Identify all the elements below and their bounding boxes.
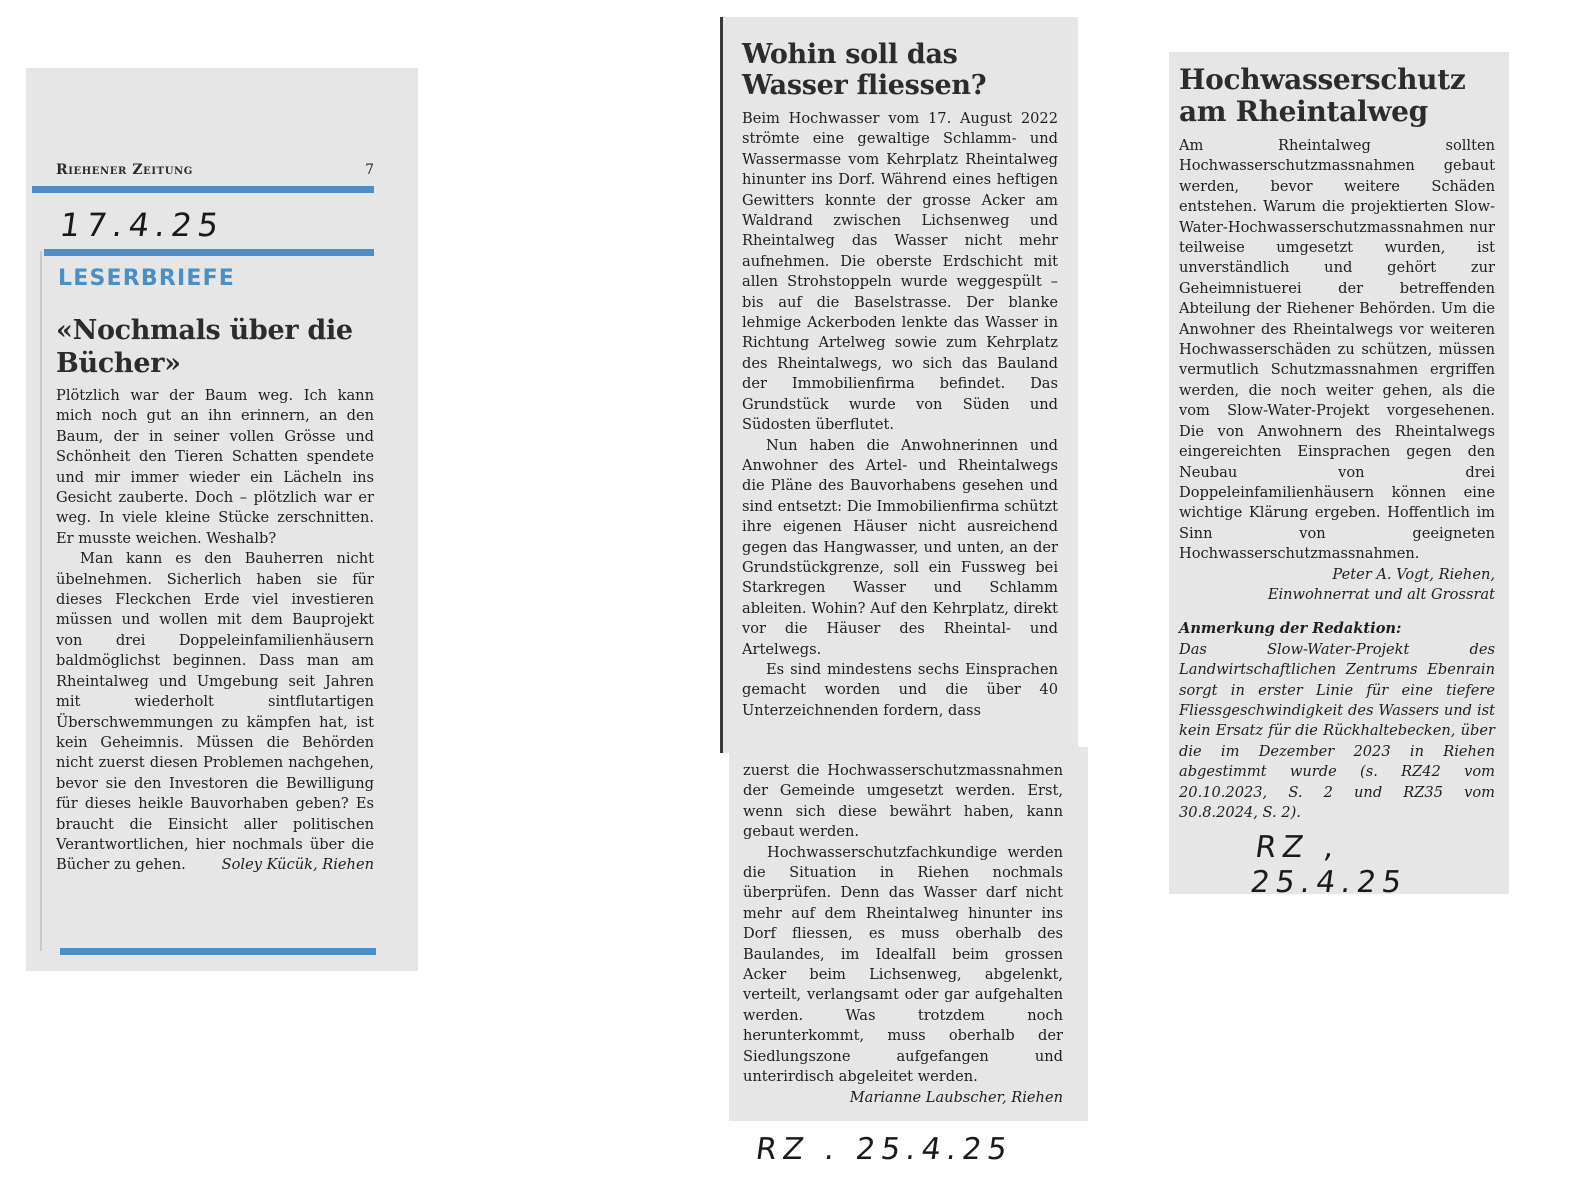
- signature-title: Einwohnerrat und alt Grossrat: [1267, 585, 1495, 603]
- page-number: 7: [365, 162, 374, 178]
- clipping-hochwasserschutz-am-rheintalweg: [1169, 52, 1509, 900]
- handwritten-date: 17.4.25: [57, 206, 227, 244]
- article-body: [742, 109, 1058, 721]
- column-rule: [720, 17, 723, 753]
- handwritten-date: RZ , 25.4.25: [1248, 830, 1410, 900]
- article-body: [56, 386, 374, 876]
- paragraph: Hochwasserschutzfachkundige werden die Situation in Riehen nochmals überprüfen. Denn das Wasser darf nicht mehr auf dem Rheintalweg hinunter ins Dorf fliessen, es muss oberhalb des Baulandes, im Idealfall beim grossen Acker beim Lichsenweg, abgelenkt, verteilt, verlangsamt oder gar aufgehalten werden. Was trotzdem noch herunterkommt, muss oberhalb der Siedlungszone aufgefangen und unterirdisch abgeleitet werden.: [743, 843, 1063, 1086]
- clipping-nochmals-ueber-die-buecher: [26, 68, 418, 971]
- column-rule: [40, 251, 42, 951]
- rubric-label: LESERBRIEFE: [58, 266, 236, 291]
- paragraph: Plötzlich war der Baum weg. Ich kann mich noch gut an ihn erinnern, an den Baum, der in seiner vollen Grösse und Schönheit den Tieren Schatten spendete und mir immer wieder ein Lächeln ins Gesicht zauberte. Doch – plötzlich war er weg. In viele kleine Stücke zerschnitten. Er musste weichen. Weshalb?: [56, 387, 374, 547]
- paragraph: Es sind mindestens sechs Einsprachen gemacht worden und die über 40 Unterzeichnenden fordern, dass: [742, 660, 1058, 719]
- masthead-rule: [32, 186, 374, 193]
- signature-name: Peter A. Vogt, Riehen,: [1332, 565, 1495, 583]
- paragraph: Man kann es den Bauherren nicht übelnehmen. Sicherlich haben sie für dieses Fleckchen Erde viel investieren müssen und wollen mit dem Bauprojekt von drei Doppeleinfamilienhäusern baldmöglichst beginnen. Dass man am Rheintalweg und Umgebung seit Jahren mit wiederholt sintflutartigen Überschwemmungen zu kämpfen hat, ist kein Geheimnis. Müssen die Behörden nicht zuerst diesen Problemen nachgehen, bevor sie den Investoren die Bewilligung für dieses heikle Bauvorhaben geben? Es braucht die Einsicht aller politischen Verantwortlichen, hier nochmals über die Bücher zu gehen. Soley Kücük, Riehen: [56, 549, 374, 876]
- paragraph: zuerst die Hochwasserschutzmassnahmen der Gemeinde umgesetzt werden. Erst, wenn sich diese bewährt haben, kann gebaut werden.: [743, 762, 1063, 841]
- article-body-continued: [743, 761, 1063, 1108]
- newspaper-masthead: Riehener Zeitung: [56, 162, 193, 178]
- paragraph: Nun haben die Anwohnerinnen und Anwohner des Artel- und Rheintalwegs die Pläne des Bauvorhabens gesehen und sind entsetzt: Die Immobilienfirma schützt ihre eigenen Häuser nicht ausreichend gegen das Hangwasser, und unten, an der Grundstückgrenze, soll ein Fussweg bei Starkregen Wasser und Schlamm ableiten. Wohin? Auf den Kehrplatz, direkt vor die Häuser des Rheintal- und Artelwegs.: [742, 436, 1058, 658]
- rubric-rule: [44, 249, 374, 256]
- clipping-wohin-soll-das-wasser-lower: [729, 747, 1088, 1121]
- editor-note: Das Slow-Water-Projekt des Landwirtschaftlichen Zentrums Ebenrain sorgt in erster Linie für eine tiefere Fliessgeschwindigkeit des Wassers und ist kein Ersatz für die Rückhaltebecken, über die im Dezember 2023 in Riehen abgestimmt wurde (s. RZ42 vom 20.10.2023, S. 2 und RZ35 vom 30.8.2024, S. 2).: [1179, 640, 1495, 821]
- article-headline: Wohin soll das Wasser fliessen?: [742, 39, 987, 101]
- paragraph: Am Rheintalweg sollten Hochwasserschutzmassnahmen gebaut werden, bevor weitere Schäden entstehen. Warum die projektierten Slow-Water-Hochwasserschutzmassnahmen nur teilweise umgesetzt wurden, ist unverständlich und gehört zur Geheimnistuerei der betreffenden Abteilung der Riehener Behörden. Um die Anwohner des Rheintalwegs vor weiteren Hochwasserschäden zu schützen, müssen vermutlich Schutzmassnahmen ergriffen werden, die noch weiter gehen, als die vom Slow-Water-Projekt vorgesehenen. Die von Anwohnern des Rheintalwegs eingereichten Einsprachen gegen den Neubau von drei Doppeleinfamilienhäusern können eine wichtige Klärung ergeben. Hoffentlich im Sinn von geeigneten Hochwasserschutzmassnahmen.: [1179, 137, 1495, 563]
- bottom-rule: [60, 948, 376, 955]
- handwritten-date: RZ . 25.4.25: [753, 1132, 1015, 1167]
- article-headline: Hochwasserschutz am Rheintalweg: [1179, 63, 1466, 128]
- signature: Marianne Laubscher, Riehen: [849, 1088, 1063, 1106]
- clipping-wohin-soll-das-wasser-upper: [720, 17, 1078, 753]
- article-body: [1179, 136, 1495, 823]
- article-headline: «Nochmals über die Bücher»: [56, 315, 353, 379]
- signature: Soley Kücük, Riehen: [221, 856, 374, 874]
- editor-note-heading: Anmerkung der Redaktion:: [1179, 620, 1402, 638]
- paragraph: Beim Hochwasser vom 17. August 2022 strömte eine gewaltige Schlamm- und Wassermasse vom Kehrplatz Rheintalweg hinunter ins Dorf. Während eines heftigen Gewitters konnte der grosse Acker am Waldrand zwischen Lichsenweg und Rheintalweg das Wasser nicht mehr aufnehmen. Die oberste Erdschicht mit allen Strohstoppeln wurde weggespült – bis auf die Baselstrasse. Der blanke lehmige Ackerboden lenkte das Wasser in Richtung Artelweg sowie zum Kehrplatz des Rheintalwegs, wo sich das Bauland der Immobilienfirma befindet. Das Grundstück wurde von Süden und Südosten überflutet.: [742, 110, 1058, 434]
